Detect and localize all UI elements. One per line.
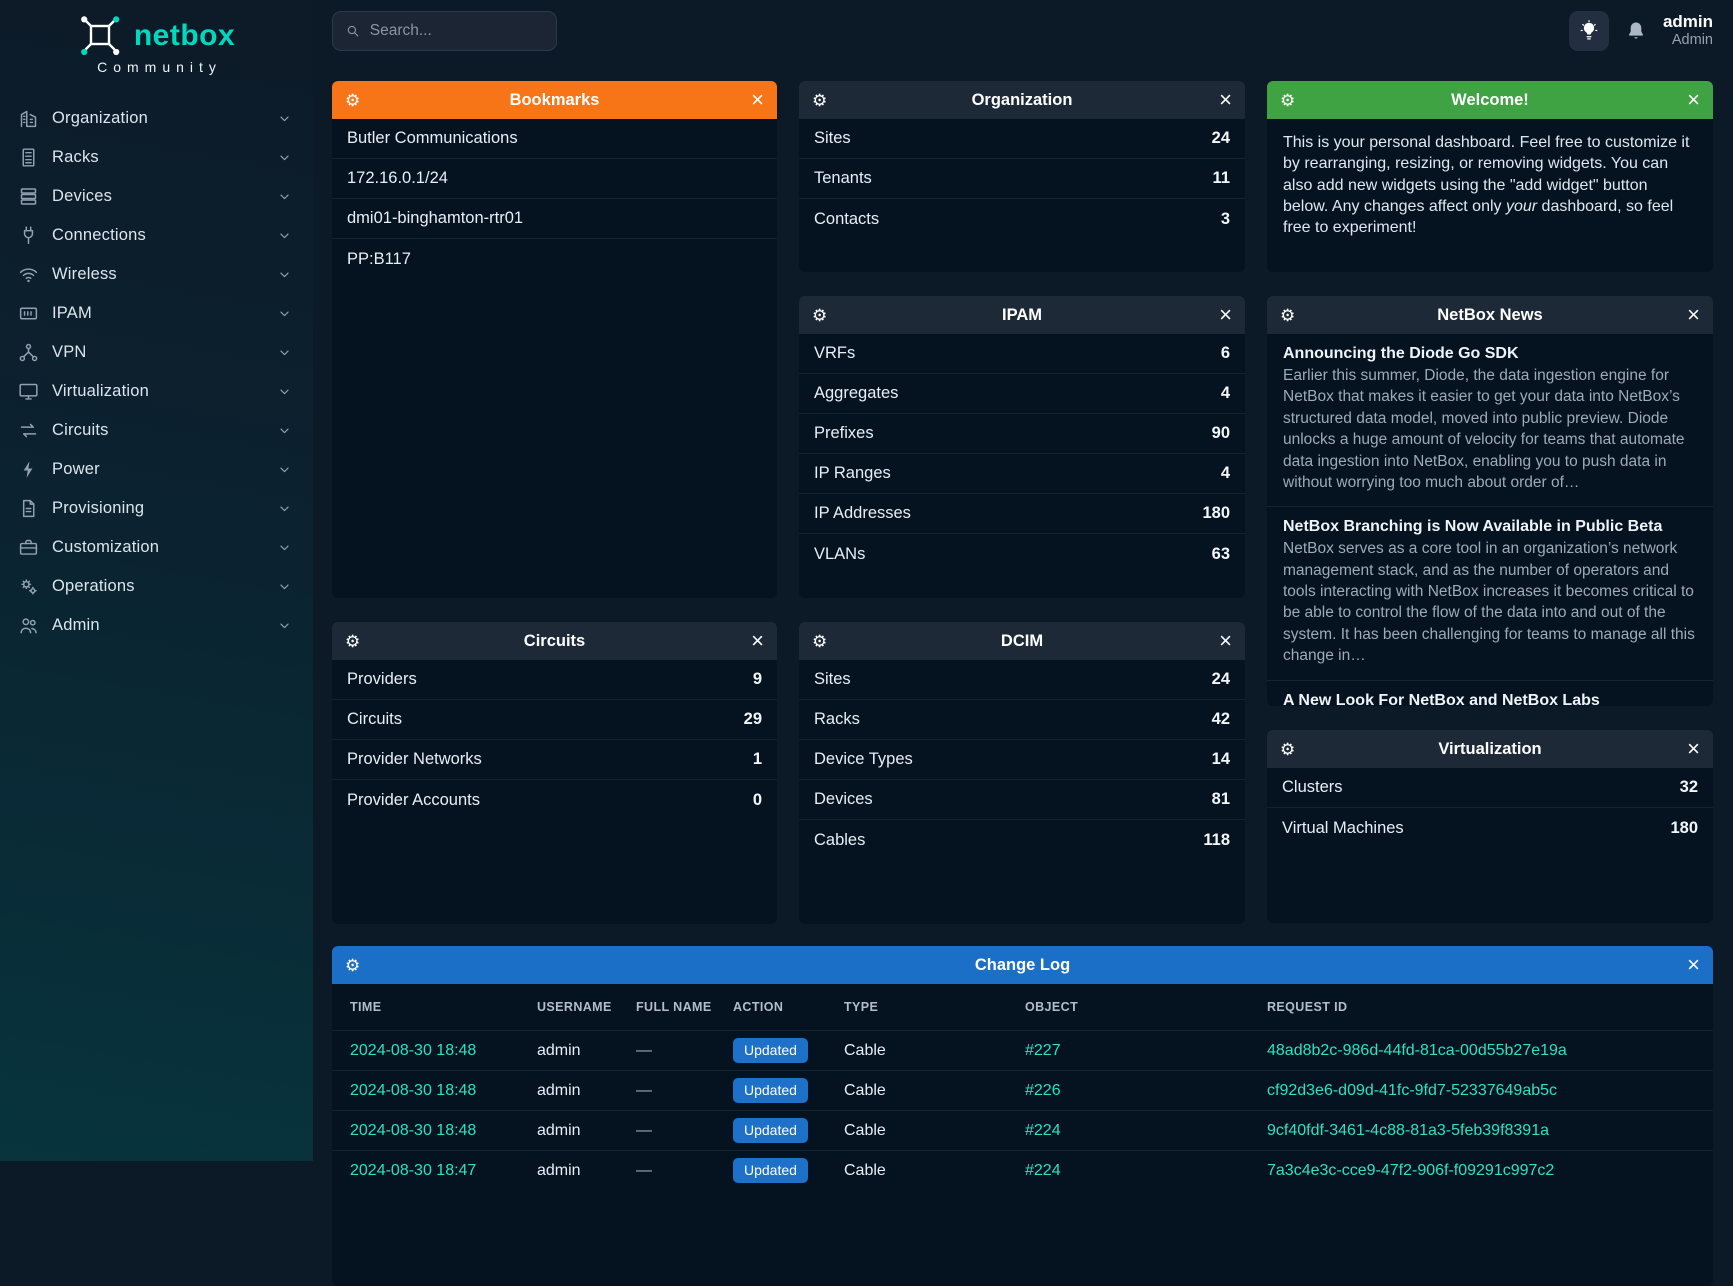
- close-icon[interactable]: ×: [1687, 302, 1700, 327]
- bookmark-item[interactable]: PP:B117: [347, 249, 411, 268]
- topbar-right: [1569, 11, 1713, 51]
- column-header: OBJECT: [1025, 1000, 1079, 1014]
- toolbox-icon: [18, 537, 39, 558]
- chevron-down-icon: [276, 305, 293, 322]
- plug-icon: [18, 225, 39, 246]
- search-icon: [345, 22, 361, 40]
- sidebar-item-label: Power: [52, 460, 100, 478]
- changelog-time-link[interactable]: 2024-08-30 18:48: [350, 1121, 477, 1139]
- gear-icon[interactable]: ⚙: [345, 631, 361, 651]
- circuits-widget-header: [332, 622, 777, 660]
- count-row[interactable]: Providers 9: [332, 660, 777, 700]
- sidebar-item-label: Virtualization: [52, 382, 149, 400]
- close-icon[interactable]: ×: [1687, 952, 1700, 977]
- ipam-widget: [799, 296, 1245, 598]
- document-icon: [18, 498, 39, 519]
- table-row: [332, 1070, 1713, 1110]
- count-row[interactable]: Contacts 3: [814, 209, 1230, 228]
- sidebar-item-label: Circuits: [52, 421, 109, 439]
- count-row[interactable]: Sites 24: [799, 119, 1245, 159]
- count-row[interactable]: Virtual Machines 180: [1282, 818, 1698, 837]
- bookmark-item[interactable]: 172.16.0.1/24: [332, 159, 777, 199]
- chevron-down-icon: [276, 344, 293, 361]
- chevron-down-icon: [276, 422, 293, 439]
- lightning-bolt-icon: [18, 459, 39, 480]
- widget-title: NetBox News: [1437, 305, 1543, 324]
- virtualization-widget: [1267, 730, 1713, 923]
- chevron-down-icon: [276, 461, 293, 478]
- changelog-object-link[interactable]: #227: [1025, 1041, 1061, 1059]
- table-row: [332, 1110, 1713, 1150]
- sidebar-item-wireless[interactable]: [0, 255, 313, 294]
- server-stack-icon: [18, 186, 39, 207]
- sidebar-item-label: VPN: [52, 343, 87, 361]
- main-area: [313, 0, 1733, 1179]
- column-header: TIME: [350, 1000, 382, 1014]
- count-row[interactable]: Devices 81: [799, 780, 1245, 820]
- dashboard-column-3: [1267, 81, 1713, 923]
- news-article-title[interactable]: NetBox Branching is Now Available in Public Beta: [1283, 518, 1663, 536]
- ipam-icon: [18, 303, 39, 324]
- monitor-icon: [18, 381, 39, 402]
- changelog-username: admin: [537, 1081, 581, 1099]
- changelog-time-link[interactable]: 2024-08-30 18:47: [350, 1161, 477, 1179]
- widget-title: IPAM: [1001, 305, 1043, 324]
- changelog-object-link[interactable]: #224: [1025, 1121, 1061, 1139]
- count-row[interactable]: Aggregates 4: [799, 374, 1245, 414]
- changelog-action: [733, 1078, 844, 1103]
- count-row[interactable]: Provider Networks 1: [332, 740, 777, 780]
- sidebar-item-label: Wireless: [52, 265, 117, 283]
- close-icon[interactable]: ×: [751, 87, 764, 112]
- news-article: [1267, 507, 1713, 680]
- virtualization-widget-header: [1267, 730, 1713, 768]
- organization-widget: [799, 81, 1245, 272]
- changelog-type: Cable: [844, 1161, 886, 1179]
- count-row[interactable]: Sites 24: [799, 660, 1245, 700]
- news-article-body: NetBox serves as a core tool in an organization’s network management stack, and as the number of operators and tools interacting with NetBox increases it becomes critical to be able to control the flow of the data into and out of the system. It has been challenging for teams to manage all this change in…: [1283, 540, 1695, 665]
- changelog-time-link[interactable]: 2024-08-30 18:48: [350, 1081, 477, 1099]
- sidebar-item-label: Provisioning: [52, 499, 145, 517]
- sidebar-item-label: Devices: [52, 187, 113, 205]
- sidebar-item-devices[interactable]: [0, 177, 313, 216]
- change-log-table-header: [332, 984, 1713, 1030]
- ipam-widget-header: [799, 296, 1245, 334]
- changelog-full-name: —: [636, 1161, 652, 1179]
- chevron-down-icon: [276, 188, 293, 205]
- sidebar-item-operations[interactable]: [0, 567, 313, 606]
- user-role: Admin: [1671, 32, 1713, 49]
- gear-icon[interactable]: ⚙: [1280, 90, 1296, 110]
- bookmarks-widget: [332, 81, 777, 598]
- column-header: ACTION: [733, 1000, 784, 1014]
- change-log-widget-header: [332, 946, 1713, 984]
- organization-icon: [18, 108, 39, 129]
- brand-name[interactable]: netbox: [133, 19, 236, 52]
- action-badge: Updated: [733, 1118, 808, 1143]
- changelog-time-link[interactable]: 2024-08-30 18:48: [350, 1041, 477, 1059]
- changelog-action: [733, 1038, 844, 1063]
- netbox-news-widget: [1267, 296, 1713, 706]
- changelog-object-link[interactable]: #226: [1025, 1081, 1061, 1099]
- widget-title: Virtualization: [1438, 739, 1542, 758]
- sidebar-item-connections[interactable]: [0, 216, 313, 255]
- gears-icon: [18, 576, 39, 597]
- changelog-type: Cable: [844, 1081, 886, 1099]
- search-input[interactable]: [370, 22, 544, 40]
- sidebar-item-racks[interactable]: [0, 138, 313, 177]
- dashboard-column-2: [799, 81, 1245, 924]
- exchange-arrows-icon: [18, 420, 39, 441]
- count-row[interactable]: Tenants 11: [799, 159, 1245, 199]
- rack-icon: [18, 147, 39, 168]
- close-icon[interactable]: ×: [1219, 87, 1232, 112]
- user-menu[interactable]: [1663, 12, 1713, 49]
- count-row[interactable]: VRFs 6: [799, 334, 1245, 374]
- changelog-full-name: —: [636, 1081, 652, 1099]
- changelog-request-id-link[interactable]: 48ad8b2c-986d-44fd-81ca-00d55b27e19a: [1267, 1041, 1567, 1059]
- changelog-request-id-link[interactable]: 7a3c4e3c-cce9-47f2-906f-f09291c997c2: [1267, 1161, 1555, 1179]
- action-badge: Updated: [733, 1038, 808, 1063]
- topbar: [313, 0, 1733, 62]
- widget-title: Organization: [971, 90, 1073, 109]
- sidebar-item-label: Connections: [52, 226, 146, 244]
- count-row[interactable]: Circuits 29: [332, 700, 777, 740]
- search-box[interactable]: [332, 11, 557, 51]
- sidebar-item-label: Organization: [52, 109, 148, 127]
- count-row[interactable]: Racks 42: [799, 700, 1245, 740]
- close-icon[interactable]: ×: [1687, 736, 1700, 761]
- count-row[interactable]: Cables 118: [814, 830, 1230, 849]
- sidebar-item-power[interactable]: [0, 450, 313, 489]
- close-icon[interactable]: ×: [1687, 87, 1700, 112]
- changelog-username: admin: [537, 1121, 581, 1139]
- widget-title: Bookmarks: [509, 90, 600, 109]
- gear-icon[interactable]: ⚙: [812, 305, 828, 325]
- column-header: FULL NAME: [636, 1000, 712, 1014]
- table-row: [332, 1150, 1713, 1190]
- sidebar-item-virtualization[interactable]: [0, 372, 313, 411]
- gear-icon[interactable]: ⚙: [1280, 739, 1296, 759]
- sidebar-item-vpn[interactable]: [0, 333, 313, 372]
- sidebar-item-circuits[interactable]: [0, 411, 313, 450]
- changelog-action: [733, 1158, 844, 1183]
- wifi-icon: [18, 264, 39, 285]
- news-widget-header: [1267, 296, 1713, 334]
- widget-title: Circuits: [523, 631, 586, 650]
- netbox-logo-icon: [78, 16, 124, 56]
- sidebar-item-label: IPAM: [52, 304, 92, 322]
- sidebar-item-organization[interactable]: [0, 99, 313, 138]
- close-icon[interactable]: ×: [1219, 628, 1232, 653]
- sidebar-item-customization[interactable]: [0, 528, 313, 567]
- theme-toggle-button[interactable]: [1569, 11, 1609, 51]
- dcim-widget: [799, 622, 1245, 924]
- sidebar-item-label: Racks: [52, 148, 99, 166]
- news-article: [1267, 681, 1713, 707]
- changelog-type: Cable: [844, 1121, 886, 1139]
- count-row[interactable]: Prefixes 90: [799, 414, 1245, 454]
- column-header: USERNAME: [537, 1000, 612, 1014]
- chevron-down-icon: [276, 617, 293, 634]
- news-article: [1267, 334, 1713, 507]
- bookmark-item[interactable]: dmi01-binghamton-rtr01: [332, 199, 777, 239]
- sidebar-item-admin[interactable]: [0, 606, 313, 645]
- sidebar-item-label: Customization: [52, 538, 160, 556]
- count-row[interactable]: IP Addresses 180: [799, 494, 1245, 534]
- users-icon: [18, 615, 39, 636]
- close-icon[interactable]: ×: [1219, 302, 1232, 327]
- gear-icon[interactable]: ⚙: [812, 631, 828, 651]
- news-article-body: Earlier this summer, Diode, the data ingestion engine for NetBox that makes it easier to get your data into NetBox’s structured data model, moved into public preview. Diode unlocks a huge amount of velocity for teams that automate data ingestion into NetBox, enabling you to push data in without worrying too much about order of…: [1283, 367, 1685, 491]
- bookmark-item[interactable]: Butler Communications: [332, 119, 777, 159]
- changelog-username: admin: [537, 1161, 581, 1179]
- count-row[interactable]: IP Ranges 4: [799, 454, 1245, 494]
- sidebar-item-provisioning[interactable]: [0, 489, 313, 528]
- brand: [0, 16, 313, 75]
- count-row[interactable]: VLANs 63: [814, 544, 1230, 563]
- table-row: [332, 1030, 1713, 1070]
- action-badge: Updated: [733, 1158, 808, 1183]
- changelog-full-name: —: [636, 1041, 652, 1059]
- count-row[interactable]: Clusters 32: [1267, 768, 1713, 808]
- chevron-down-icon: [276, 110, 293, 127]
- chevron-down-icon: [276, 383, 293, 400]
- welcome-widget: [1267, 81, 1713, 272]
- gear-icon[interactable]: ⚙: [345, 955, 361, 975]
- widget-title: DCIM: [1000, 631, 1044, 650]
- news-article-title[interactable]: Announcing the Diode Go SDK: [1283, 345, 1519, 362]
- lightbulb-icon: [1578, 20, 1600, 42]
- chevron-down-icon: [276, 149, 293, 166]
- dashboard-column-1: [332, 81, 777, 924]
- organization-widget-header: [799, 81, 1245, 119]
- chevron-down-icon: [276, 539, 293, 556]
- chevron-down-icon: [276, 227, 293, 244]
- changelog-full-name: —: [636, 1121, 652, 1139]
- user-name: admin: [1662, 12, 1713, 32]
- widget-title: Welcome!: [1451, 90, 1529, 109]
- change-log-widget: [332, 946, 1713, 1286]
- sidebar: [0, 0, 313, 1161]
- changelog-username: admin: [537, 1041, 581, 1059]
- column-header: TYPE: [844, 1000, 879, 1014]
- changelog-action: [733, 1118, 844, 1143]
- column-header: REQUEST ID: [1267, 1000, 1348, 1014]
- gear-icon[interactable]: ⚙: [345, 90, 361, 110]
- sidebar-item-label: Operations: [52, 577, 135, 595]
- changelog-object-link[interactable]: #224: [1025, 1161, 1061, 1179]
- changelog-type: Cable: [844, 1041, 886, 1059]
- chevron-down-icon: [276, 266, 293, 283]
- chevron-down-icon: [276, 578, 293, 595]
- sidebar-item-ipam[interactable]: [0, 294, 313, 333]
- notifications-bell-icon[interactable]: [1624, 19, 1648, 43]
- close-icon[interactable]: ×: [751, 628, 764, 653]
- count-row[interactable]: Device Types 14: [799, 740, 1245, 780]
- news-article-title[interactable]: A New Look For NetBox and NetBox Labs: [1283, 691, 1600, 706]
- gear-icon[interactable]: ⚙: [812, 90, 828, 110]
- welcome-text: This is your personal dashboard. Feel free to customize it by rearranging, resizing, or removing widgets. You can also add new widgets using the "add widget" button below. Any changes affect only your dashboard, so feel free to experiment!: [1283, 134, 1690, 237]
- dcim-widget-header: [799, 622, 1245, 660]
- bookmarks-widget-header: [332, 81, 777, 119]
- vpn-nodes-icon: [18, 342, 39, 363]
- circuits-widget: [332, 622, 777, 924]
- chevron-down-icon: [276, 500, 293, 517]
- gear-icon[interactable]: ⚙: [1280, 305, 1296, 325]
- brand-subtitle: Community: [97, 59, 222, 75]
- widget-title: Change Log: [974, 955, 1071, 974]
- changelog-request-id-link[interactable]: 9cf40fdf-3461-4c88-81a3-5feb39f8391a: [1267, 1121, 1549, 1139]
- changelog-request-id-link[interactable]: cf92d3e6-d09d-41fc-9fd7-52337649ab5c: [1267, 1081, 1558, 1099]
- welcome-widget-header: [1267, 81, 1713, 119]
- dashboard-grid: [332, 81, 1713, 1286]
- sidebar-item-label: Admin: [52, 616, 100, 634]
- count-row[interactable]: Provider Accounts 0: [347, 790, 762, 809]
- sidebar-menu: [0, 99, 313, 645]
- action-badge: Updated: [733, 1078, 808, 1103]
